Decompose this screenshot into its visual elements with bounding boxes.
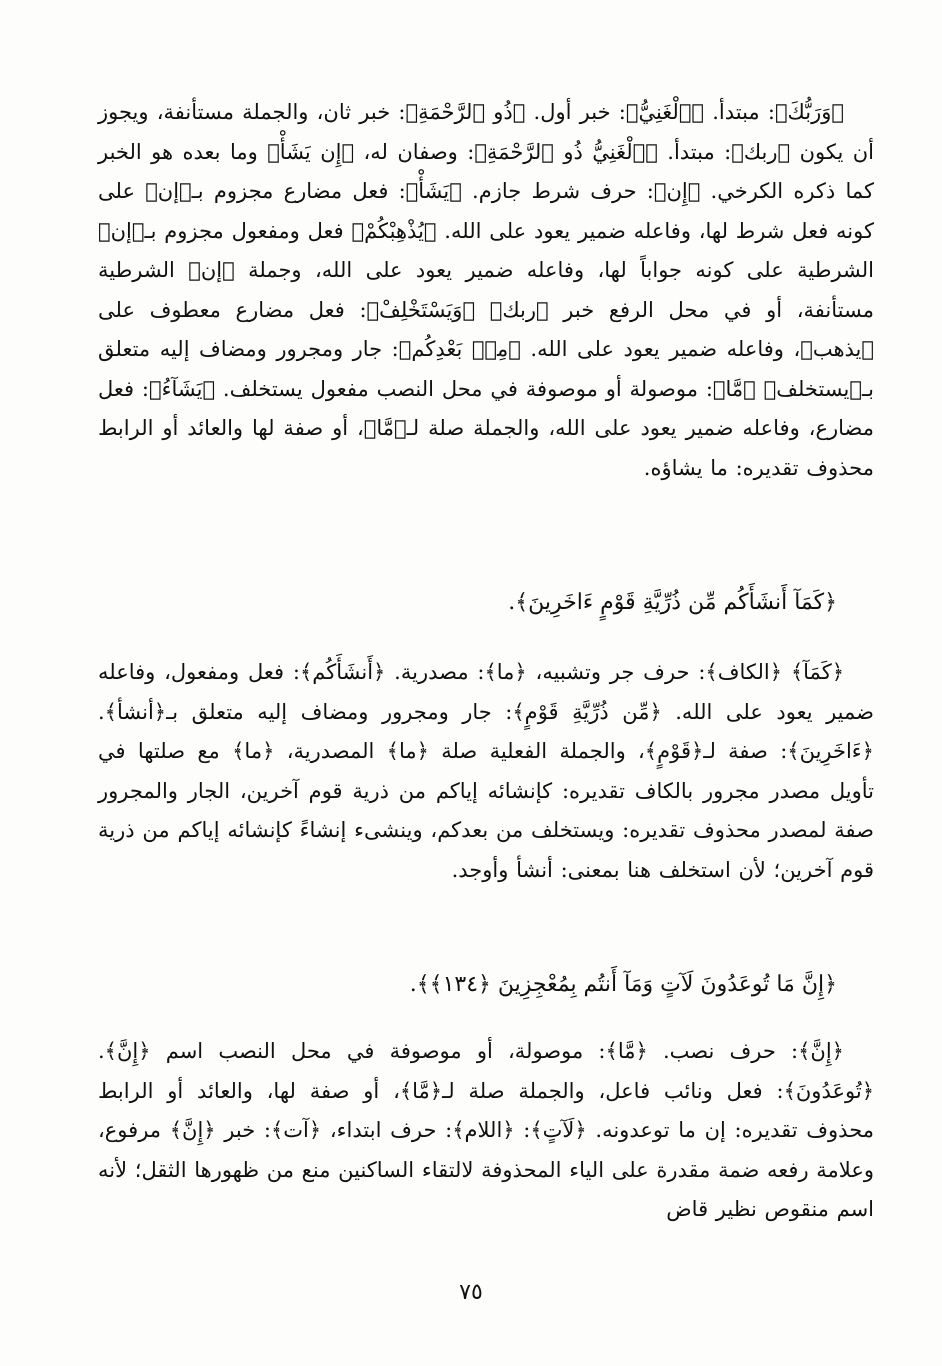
quran-verse-2: ﴿إِنَّ مَا تُوعَدُونَ لَآتٍ وَمَآ أَنتُم بِمُعْجِزِينَ ﴿١٣٤﴾﴾. (409, 972, 837, 997)
paragraph-grammar-analysis-3: ﴿إِنَّ﴾: حرف نصب. ﴿مَّا﴾: موصولة، أو موصوفة في محل النصب اسم ﴿إِنَّ﴾. ﴿تُوعَدُونَ﴾: فعل ونائب فاعل، والجملة صلة لـ﴿مَّا﴾، أو صفة لها، والعائد أو الرابط محذوف تقديره: إن ما توعدونه. ﴿لَآتٍ﴾: ﴿اللام﴾: حرف ابتداء، ﴿آت﴾: خبر ﴿إِنَّ﴾ مرفوع، وعلامة رفعه ضمة مقدرة على الياء المحذوفة لالتقاء الساكنين منع من ظهورها الثقل؛ لأنه اسم منقوص نظير قاض (98, 1039, 874, 1221)
paragraph-grammar-analysis-1: ﴿وَرَبُّكَ﴾: مبتدأ. ﴿ٱلْغَنِيُّ﴾: خبر أول. ﴿ذُو ٱلرَّحْمَةِ﴾: خبر ثان، والجملة مستأنفة، ويجوز أن يكون ﴿ربك﴾: مبتدأ. ﴿ٱلْغَنِيُّ ذُو ٱلرَّحْمَةِ﴾: وصفان له، ﴿إِن يَشَأْ﴾ وما بعده هو الخبر كما ذكره الكرخي. ﴿إِن﴾: حرف شرط جازم. ﴿يَشَأْ﴾: فعل مضارع مجزوم بـ﴿إن﴾ على كونه فعل شرط لها، وفاعله ضمير يعود على الله. ﴿يُذْهِبْكُمْ﴾ فعل ومفعول مجزوم بـ﴿إن﴾ الشرطية على كونه جواباً لها، وفاعله ضمير يعود على الله، وجملة ﴿إن﴾ الشرطية مستأنفة، أو في محل الرفع خبر ﴿ربك﴾ ﴿وَيَسْتَخْلِفْ﴾: فعل مضارع معطوف على ﴿يذهب﴾، وفاعله ضمير يعود على الله. ﴿مِنۢ بَعْدِكُم﴾: جار ومجرور ومضاف إليه متعلق بـ﴿يستخلف﴾ ﴿مَّا﴾: موصولة أو موصوفة في محل النصب مفعول يستخلف. ﴿يَشَآءُ﴾: فعل مضارع، وفاعله ضمير يعود على الله، والجملة صلة لـ﴿مَّا﴾، أو صفة لها والعائد أو الرابط محذوف تقديره: ما يشاؤه. (98, 100, 874, 480)
quran-verse-1: ﴿كَمَآ أَنشَأَكُم مِّن ذُرِّيَّةِ قَوْمٍ ءَاخَرِينَ﴾. (508, 590, 837, 615)
paragraph-grammar-analysis-2: ﴿كَمَآ﴾ ﴿الكاف﴾: حرف جر وتشبيه، ﴿ما﴾: مصدرية. ﴿أَنشَأَكُم﴾: فعل ومفعول، وفاعله ضمير يعود على الله. ﴿مِّن ذُرِّيَّةِ قَوْمٍ﴾: جار ومجرور ومضاف إليه متعلق بـ﴿أنشأ﴾. ﴿ءَاخَرِينَ﴾: صفة لـ﴿قَوْمٍ﴾، والجملة الفعلية صلة ﴿ما﴾ المصدرية، ﴿ما﴾ مع صلتها في تأويل مصدر مجرور بالكاف تقديره: كإنشائه إياكم من ذرية قوم آخرين، الجار والمجرور صفة لمصدر محذوف تقديره: ويستخلف من بعدكم، وينشىء إنشاءً كإنشائه إياكم من ذرية قوم آخرين؛ لأن استخلف هنا بمعنى: أنشأ وأوجد. (98, 660, 874, 882)
page-number: ٧٥ (459, 1280, 483, 1305)
